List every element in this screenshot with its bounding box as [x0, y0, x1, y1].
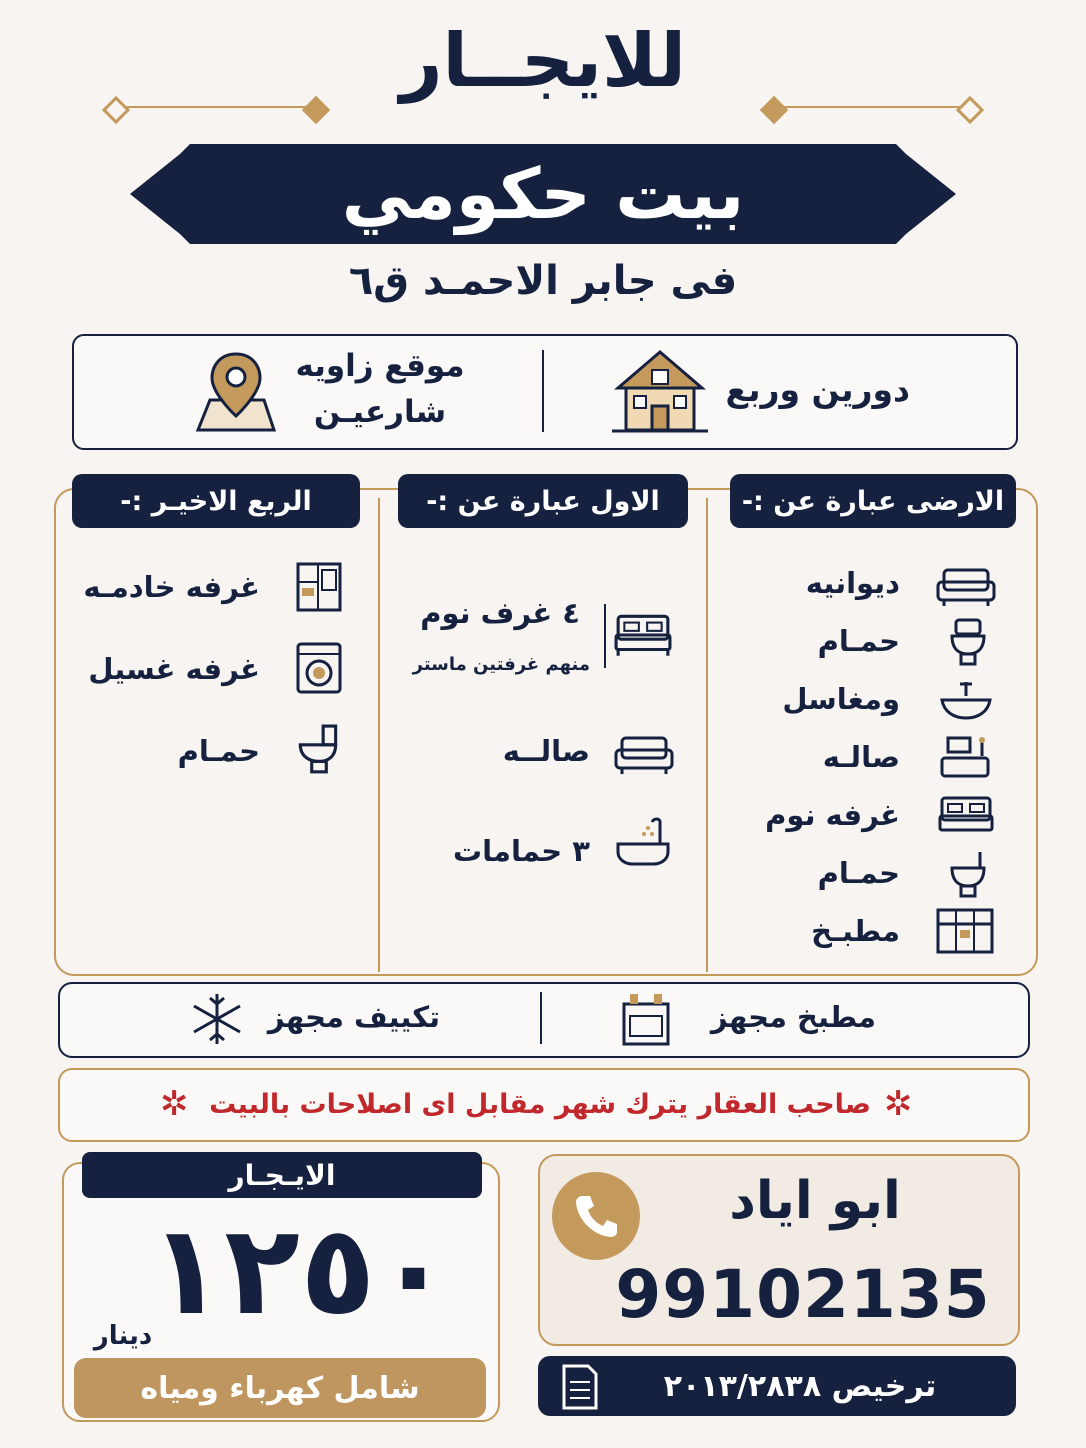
notice-text: صاحب العقار يترك شهر مقابل اى اصلاحات بالبيت [209, 1088, 871, 1120]
document-icon [560, 1364, 600, 1410]
last-item-laundry: غرفه غسيل [88, 652, 260, 686]
item-label: مطبـخ [811, 914, 900, 948]
bathtub-icon [614, 814, 672, 872]
item-divider [604, 604, 606, 668]
item-label: ومغاسل [782, 682, 900, 716]
last-item-maid: غرفه خادمـه [83, 570, 260, 604]
ornament-line-right [772, 106, 968, 108]
price-heading: الايـجـار [82, 1152, 482, 1198]
column-divider [706, 498, 708, 972]
item-label: حمـام [817, 624, 900, 658]
title-banner [130, 140, 956, 248]
floors-text: دورين وربع [725, 370, 910, 409]
list-item [720, 672, 1010, 730]
cross-icon: ✲ [160, 1084, 189, 1124]
phone-icon[interactable] [552, 1172, 640, 1260]
stove-icon [620, 992, 672, 1046]
contact-name: ابو اياد [729, 1171, 901, 1231]
first-bathrooms: ٣ حمامات [452, 834, 590, 868]
list-item [720, 904, 1010, 962]
kitchen-equipped-text: مطبخ مجهز [710, 1000, 876, 1034]
price-includes-note: شامل كهرباء ومياه [74, 1358, 486, 1418]
ornament-line-left [118, 106, 314, 108]
sofa-icon [614, 732, 674, 776]
corner-line-1: موقع زاويه [295, 348, 465, 384]
living-room-icon [938, 734, 992, 782]
amenities-divider [540, 992, 542, 1044]
item-label: حمـام [817, 856, 900, 890]
list-item [720, 730, 1010, 788]
washing-machine-icon [296, 642, 342, 694]
cross-icon: ✲ [884, 1084, 913, 1124]
first-bedrooms-note: منهم غرفتين ماستر [412, 654, 590, 675]
license-text: ترخيص ٢٠١٣/٢٨٣٨ [663, 1368, 937, 1404]
list-item [720, 846, 1010, 904]
item-label: ديوانيه [805, 566, 900, 600]
first-floor-heading: الاول عبارة عن :- [398, 474, 688, 528]
bed-icon [614, 612, 672, 658]
toilet-icon [298, 724, 340, 776]
list-item [720, 788, 1010, 846]
banner-title: بيت حكومي [341, 153, 745, 235]
toilet-icon [948, 618, 988, 668]
wardrobe-icon [296, 562, 342, 612]
corner-line-2: شارعيـن [313, 394, 447, 430]
item-label: غرفه نوم [765, 798, 900, 832]
list-item [720, 614, 1010, 672]
kitchen-icon [936, 906, 994, 956]
sink-icon [938, 678, 994, 722]
column-divider [378, 498, 380, 972]
toilet-icon [948, 850, 988, 900]
ac-equipped-text: تكييف مجهز [267, 1000, 440, 1034]
contact-phone-number[interactable]: 99102135 [615, 1255, 991, 1333]
list-item [720, 556, 1010, 614]
snowflake-icon [188, 992, 246, 1046]
ground-floor-heading: الارضى عبارة عن :- [730, 474, 1016, 528]
sofa-icon [936, 564, 996, 608]
location-subtitle: فى جابر الاحمـد ق٦ [348, 258, 738, 304]
last-floor-heading: الربع الاخيـر :- [72, 474, 360, 528]
currency-label: دينار [93, 1321, 153, 1351]
house-icon [612, 348, 708, 438]
bed-icon [938, 794, 994, 838]
ground-floor-list [720, 556, 1010, 962]
item-label: صالـه [822, 740, 900, 774]
price-value: ١٢٥٠ [148, 1199, 452, 1343]
map-pin-icon [194, 350, 278, 438]
first-bedrooms: ٤ غرف نوم [420, 596, 580, 630]
first-hall: صالــه [502, 734, 590, 768]
info-divider [542, 350, 544, 432]
last-item-bathroom: حمـام [177, 734, 260, 768]
page-title: للايجــار [399, 18, 687, 104]
